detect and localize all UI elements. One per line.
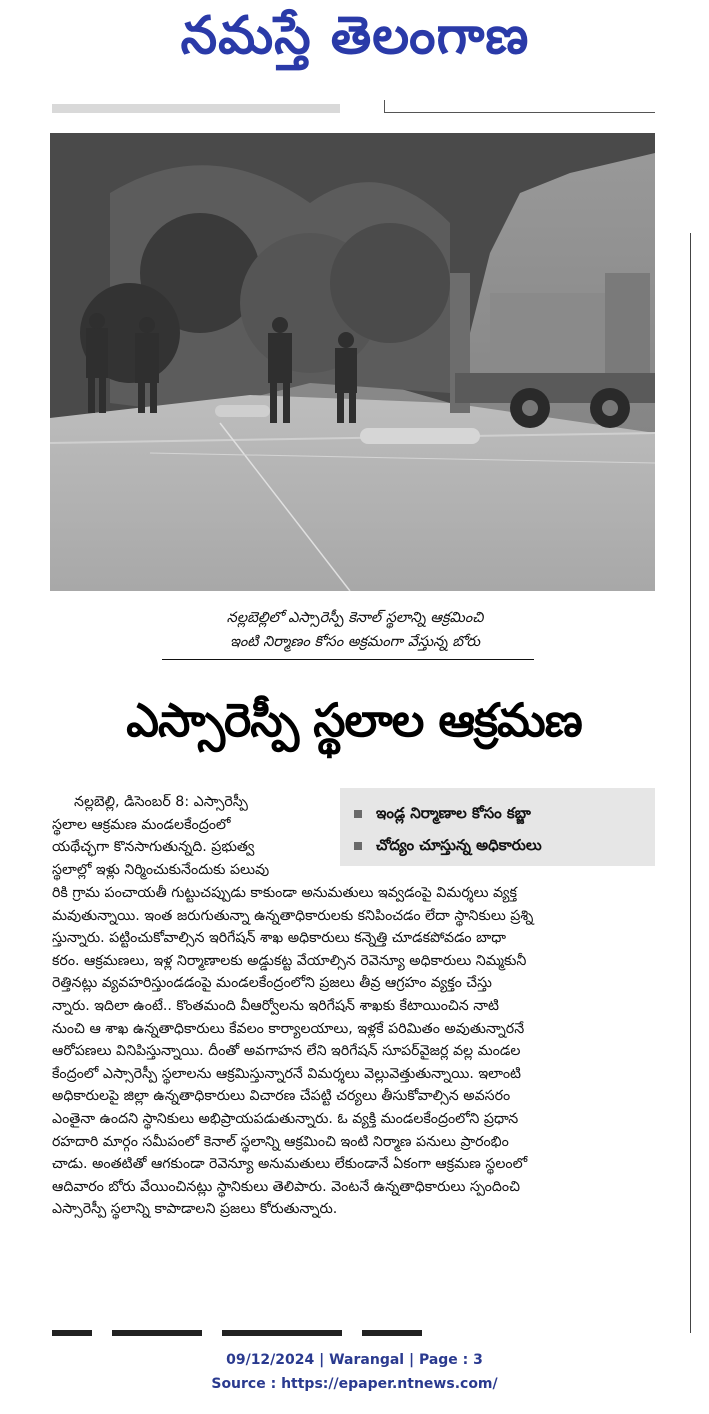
header-rule-left bbox=[52, 104, 340, 113]
header-rule-right bbox=[385, 112, 655, 113]
footer-date-edition: 09/12/2024 | Warangal | Page : 3 bbox=[226, 1352, 483, 1368]
article-line: యథేచ్ఛగా కొనసాగుతున్నది. ప్రభుత్వ bbox=[52, 839, 255, 856]
article-headline: ఎస్సారెస్పీ స్థలాల ఆక్రమణ bbox=[126, 693, 582, 747]
article-line: మవుతున్నాయి. ఇంత జరుగుతున్నా ఉన్నతాధికారులకు కనిపించడం లేదా స్థానికులు ప్రశ్ని bbox=[52, 907, 534, 924]
article-line: ఎస్సారెస్పీ స్థలాన్ని కాపాడాలని ప్రజలు కోరుతున్నారు. bbox=[52, 1201, 338, 1218]
article-line: రహదారి మార్గం సమీపంలో కెనాల్ స్థలాన్ని ఆక్రమించి ఇంటి నిర్మాణ పనులు ప్రారంభిం bbox=[52, 1133, 509, 1150]
highlight-text: చోద్యం చూస్తున్న అధికారులు bbox=[376, 836, 542, 854]
caption-line: నల్లబెల్లిలో ఎస్సారెస్పీ కెనాల్ స్థలాన్ని ఆక్రమించి bbox=[226, 610, 484, 626]
article-line: రికి గ్రామ పంచాయతీ గుట్టుచప్పుడు కాకుండా అనుమతులు ఇవ్వడంపై విమర్శలు వ్యక్త bbox=[52, 885, 517, 901]
article-line: అధికారులపై జిల్లా ఉన్నతాధికారులు విచారణ చేపట్టి చర్యలు తీసుకోవాల్సిన అవసరం bbox=[52, 1088, 511, 1105]
column-divider bbox=[690, 233, 691, 1333]
highlights-box bbox=[340, 788, 655, 866]
article-line: ఎంతైనా ఉందని స్థానికులు అభిప్రాయపడుతున్నారు. ఓ వ్యక్తి మండలకేంద్రంలోని ప్రధాన bbox=[52, 1110, 519, 1127]
square-bullet-icon bbox=[354, 810, 362, 818]
article-line: కరం. ఆక్రమణలు, ఇళ్ల నిర్మాణాలకు అడ్డుకట్ట వేయాల్సిన రెవెన్యూ అధికారులు నిమ్మకునీ bbox=[52, 952, 527, 969]
article-line: ఆరోపణలు వినిపిస్తున్నాయి. దీంతో అవగాహన లేని ఇరిగేషన్ సూపర్‌వైజర్ల వల్ల మండల bbox=[52, 1043, 521, 1060]
photo-caption bbox=[170, 606, 540, 654]
article-line: స్థలాల ఆక్రమణ మండలకేంద్రంలో bbox=[52, 816, 231, 833]
highlight-item bbox=[354, 836, 542, 858]
article-body-narrow bbox=[52, 791, 332, 881]
article-line: కేంద్రంలో ఎస్సారెస్పీ స్థలాలను ఆక్రమిస్తున్నారనే విమర్శలు వెల్లువెత్తుతున్నాయి. ఇలాంటి bbox=[52, 1065, 521, 1082]
article-line: స్తున్నారు. పట్టించుకోవాల్సిన ఇరిగేషన్ శాఖ అధికారులు కన్నెత్తి చూడకపోవడం బాధా bbox=[52, 930, 507, 947]
article-line: నుంచి ఆ శాఖ ఉన్నతాధికారులు కేవలం కార్యాలయాలు, ఇళ్లకే పరిమితం అవుతున్నారనే bbox=[52, 1020, 525, 1037]
article-line: నల్లబెల్లి, డిసెంబర్ 8: ఎస్సారెస్పీ bbox=[74, 794, 248, 810]
square-bullet-icon bbox=[354, 842, 362, 850]
article-line: స్థలాల్లో ఇళ్లు నిర్మించుకునేందుకు పలువు bbox=[52, 861, 270, 878]
caption-line: ఇంటి నిర్మాణం కోసం అక్రమంగా వేస్తున్న బోరు bbox=[229, 634, 481, 650]
footer-source: Source : https://epaper.ntnews.com/ bbox=[211, 1376, 498, 1392]
masthead-logo: నమస్తే తెలంగాణ bbox=[180, 5, 530, 66]
article-line: న్నారు. ఇదిలా ఉంటే.. కొంతమంది వీఆర్వోలను ఇరిగేషన్ శాఖకు కేటాయించిన నాటి bbox=[52, 997, 499, 1014]
next-article-cutoff bbox=[52, 1326, 432, 1336]
article-line: ఆదివారం బోరు వేయించినట్లు స్థానికులు తెలిపారు. వెంటనే ఉన్నతాధికారులు స్పందించి bbox=[52, 1178, 520, 1195]
caption-underline bbox=[162, 659, 534, 660]
photo-image bbox=[50, 133, 655, 591]
article-body-wide bbox=[52, 882, 652, 1221]
highlight-text: ఇండ్ల నిర్మాణాల కోసం కబ్జా bbox=[376, 804, 531, 822]
article-line: రెత్తినట్లు వ్యవహరిస్తుండడంపై మండలకేంద్రంలోని ప్రజలు తీవ్ర ఆగ్రహం వ్యక్తం చేస్తు bbox=[52, 975, 492, 992]
news-photo bbox=[50, 133, 655, 591]
highlight-item bbox=[354, 804, 531, 826]
article-line: చాడు. అంతటితో ఆగకుండా రెవెన్యూ అనుమతులు లేకుండానే ఏకంగా ఆక్రమణ స్థలంలో bbox=[52, 1156, 528, 1173]
